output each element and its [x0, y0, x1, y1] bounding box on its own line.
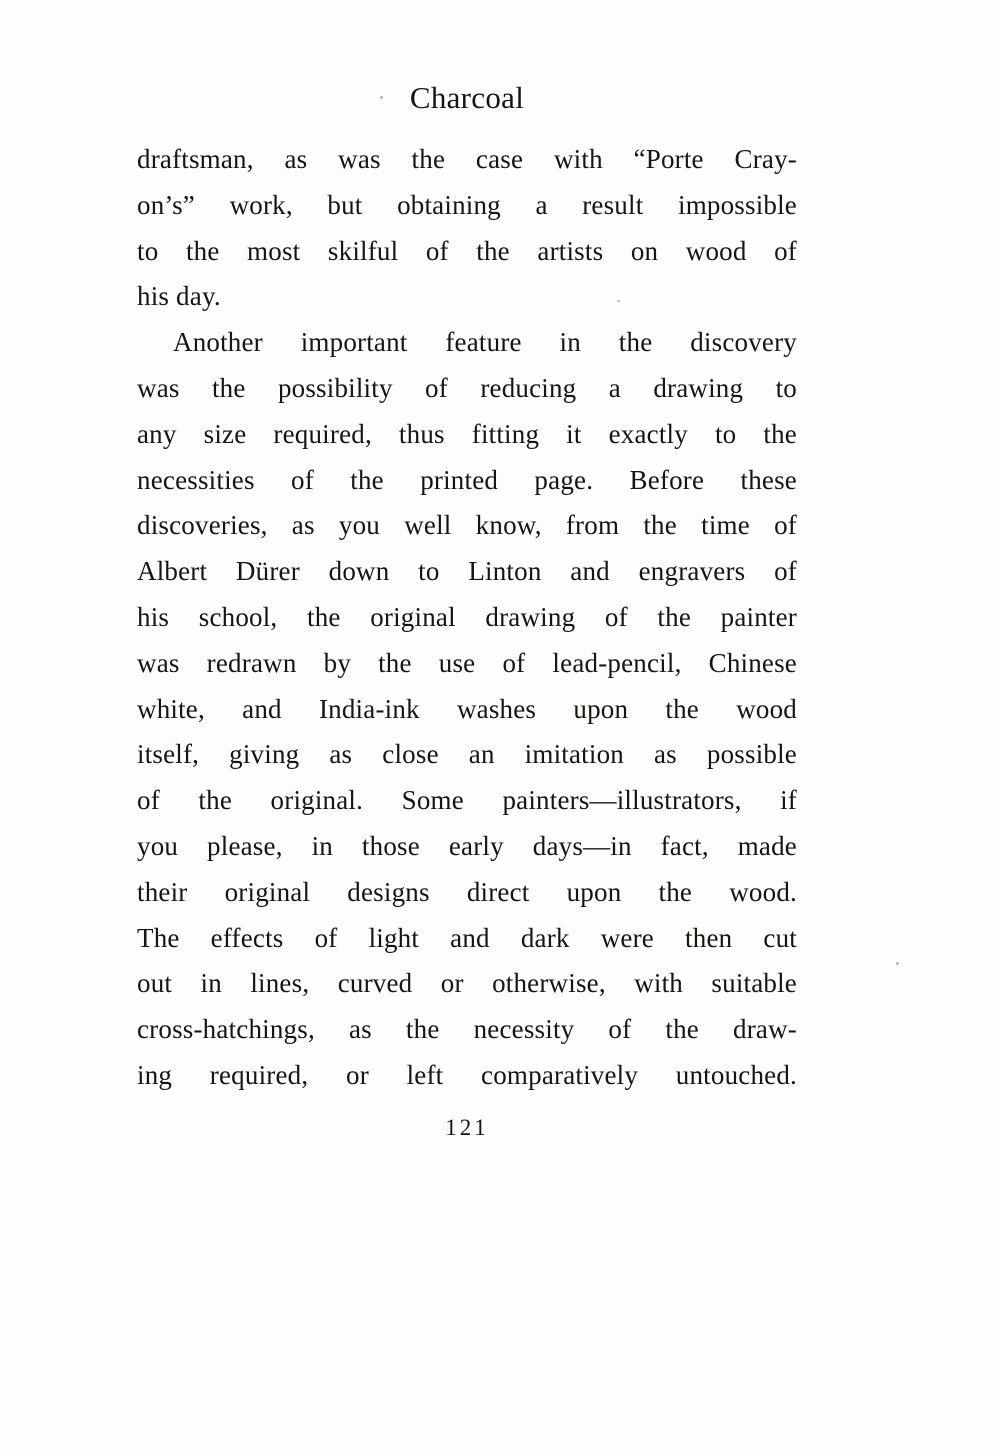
text-line: The effects of light and dark were then cut: [137, 922, 797, 953]
text-line: discoveries, as you well know, from the time of: [137, 510, 797, 541]
scan-artifact: [896, 962, 899, 965]
paragraph: [137, 137, 797, 320]
text-line: was redrawn by the use of lead-pencil, Chinese: [137, 647, 797, 678]
text-line: his school, the original drawing of the painter: [137, 601, 797, 632]
text-line: Albert Dürer down to Linton and engravers of: [137, 556, 797, 587]
body-text: [137, 137, 797, 1099]
scan-artifact: [617, 300, 620, 302]
text-line: out in lines, curved or otherwise, with suitable: [137, 968, 797, 999]
running-header: Charcoal: [409, 80, 525, 115]
text-line: was the possibility of reducing a drawing to: [137, 372, 797, 403]
text-line: draftsman, as was the case with “Porte Cray-: [137, 144, 797, 174]
scan-artifact: [380, 96, 383, 99]
text-line: any size required, thus fitting it exactly to the: [137, 418, 797, 449]
text-line: his day.: [137, 281, 221, 312]
text-line: white, and India-ink washes upon the wood: [137, 693, 797, 724]
page-number: 121: [445, 1114, 489, 1140]
text-line: necessities of the printed page. Before these: [137, 464, 797, 495]
text-line: their original designs direct upon the wood.: [137, 876, 797, 907]
text-line: cross-hatchings, as the necessity of the draw-: [137, 1014, 797, 1045]
text-line: ing required, or left comparatively untouched.: [137, 1059, 797, 1090]
paragraph: [137, 320, 797, 1099]
text-line: of the original. Some painters—illustrators, if: [137, 785, 797, 816]
text-line: to the most skilful of the artists on wood of: [137, 235, 797, 266]
text-line: you please, in those early days—in fact, made: [137, 830, 797, 861]
text-line: on’s” work, but obtaining a result impossible: [137, 189, 797, 220]
text-line: Another important feature in the discovery: [173, 327, 797, 358]
text-line: itself, giving as close an imitation as possible: [137, 739, 797, 770]
